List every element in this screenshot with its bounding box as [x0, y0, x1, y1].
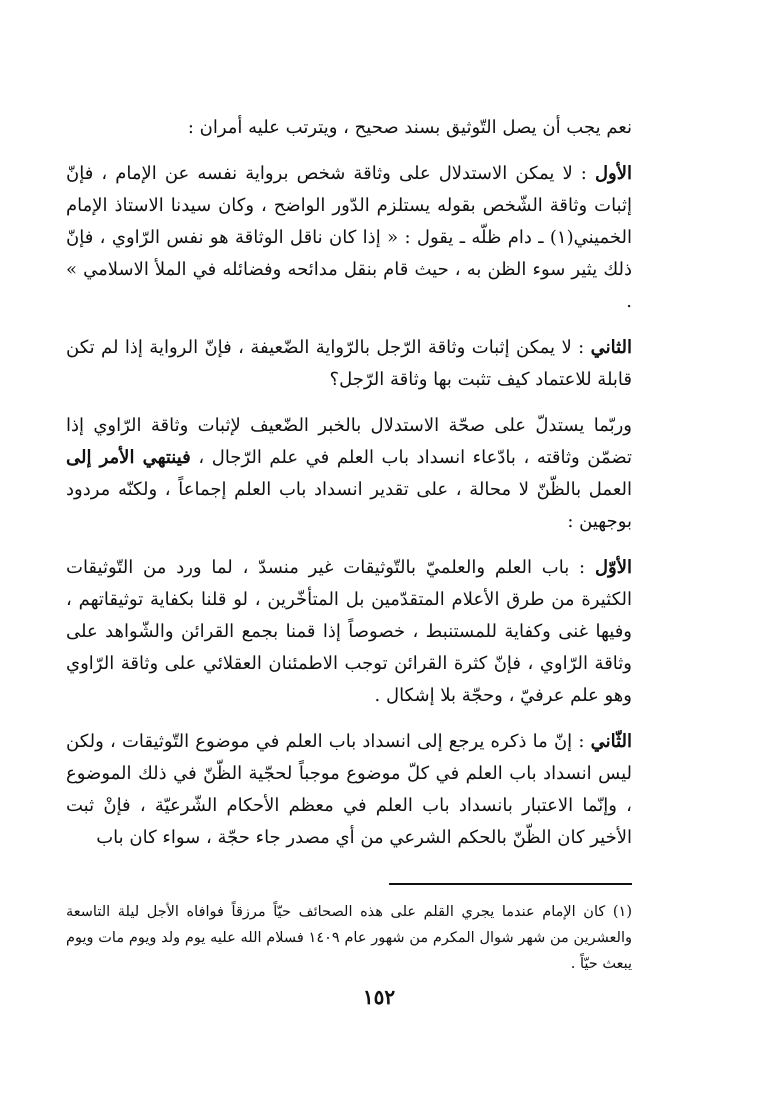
- paragraph-second-point: [66, 332, 632, 396]
- paragraph-objection: [66, 410, 632, 538]
- footnote: (١) كان الإمام عندما يجري القلم على هذه الصحائف حيّاً مرزقاً فوافاه الأجل ليلة التاسعة والعشرين من شهر شوال المكرم من شهور عام ١٤٠٩ فسلام الله عليه يوم ولد ويوم مات ويوم يبعث حيّاً .: [66, 904, 632, 972]
- paragraph-first-point: [66, 158, 632, 318]
- objection-text-b: العمل بالظّنّ لا محالة ، على تقدير انسداد باب العلم إجماعاً ، ولكنّه مردود بوجهين :: [66, 479, 632, 532]
- main-text: [66, 112, 632, 868]
- point-text: : إنّ ما ذكره يرجع إلى انسداد باب العلم في موضوع التّوثيقات ، ولكن ليس انسداد باب العلم في كلّ موضوع موجباً لحجّية الظّنّ في ذلك الموضوع ، وإنّما الاعتبار بانسداد باب العلم في معظم الأحكام الشّرعيّة ، فإنْ ثبت الأخير كان الظّنّ بالحكم الشرعي من أي مصدر جاء حجّة ، سواء كان باب: [66, 731, 632, 848]
- point-text: : لا يمكن إثبات وثاقة الرّجل بالرّواية الضّعيفة ، فإنّ الرواية إذا لم تكن قابلة للاعتماد كيف تثبت بها وثاقة الرّجل؟: [66, 337, 632, 390]
- page-number: ١٥٢: [362, 985, 396, 1009]
- intro-paragraph: نعم يجب أن يصل التّوثيق بسند صحيح ، ويترتب عليه أمران :: [187, 117, 632, 138]
- objection-bold-phrase: فينتهي الأمر إلى: [66, 447, 191, 468]
- point-label: الثّاني: [590, 731, 632, 752]
- paragraph-reply-second: [66, 726, 632, 854]
- footnote-divider: [389, 883, 632, 885]
- paragraph-reply-first: [66, 552, 632, 712]
- point-text: : لا يمكن الاستدلال على وثاقة شخص برواية نفسه عن الإمام ، فإنّ إثبات وثاقة الشّخص بقوله يستلزم الدّور الواضح ، وكان سيدنا الاستاذ الإمام الخميني(١) ـ دام ظلّه ـ يقول : « إذا كان ناقل الوثاقة هو نفس الرّاوي ، فإنّ ذلك يثير سوء الظن به ، حيث قام بنقل مدائحه وفضائله في الملأ الاسلامي » .: [66, 163, 632, 312]
- point-label: الثاني: [590, 337, 632, 358]
- point-label: الأول: [594, 163, 632, 184]
- point-text: : باب العلم والعلميّ بالتّوثيقات غير منسدّ ، لما ورد من التّوثيقات الكثيرة من طرق الأعلام المتقدّمين بل المتأخّرين ، لو قلنا بكفاية توثيقاتهم ، وفيها غنى وكفاية للمستنبط ، خصوصاً إذا قمنا بجمع القرائن والشّواهد على وثاقة الرّاوي ، فإنّ كثرة القرائن توجب الاطمئنان العقلائي على وثاقة الرّاوي وهو علم عرفيّ ، وحجّة بلا إشكال .: [66, 557, 632, 706]
- point-label: الأوّل: [594, 557, 632, 578]
- objection-text-a: وربّما يستدلّ على صحّة الاستدلال بالخبر الضّعيف لإثبات وثاقة الرّاوي إذا تضمّن وثاقته ، بادّعاء انسداد باب العلم في علم الرّجال ،: [66, 415, 633, 468]
